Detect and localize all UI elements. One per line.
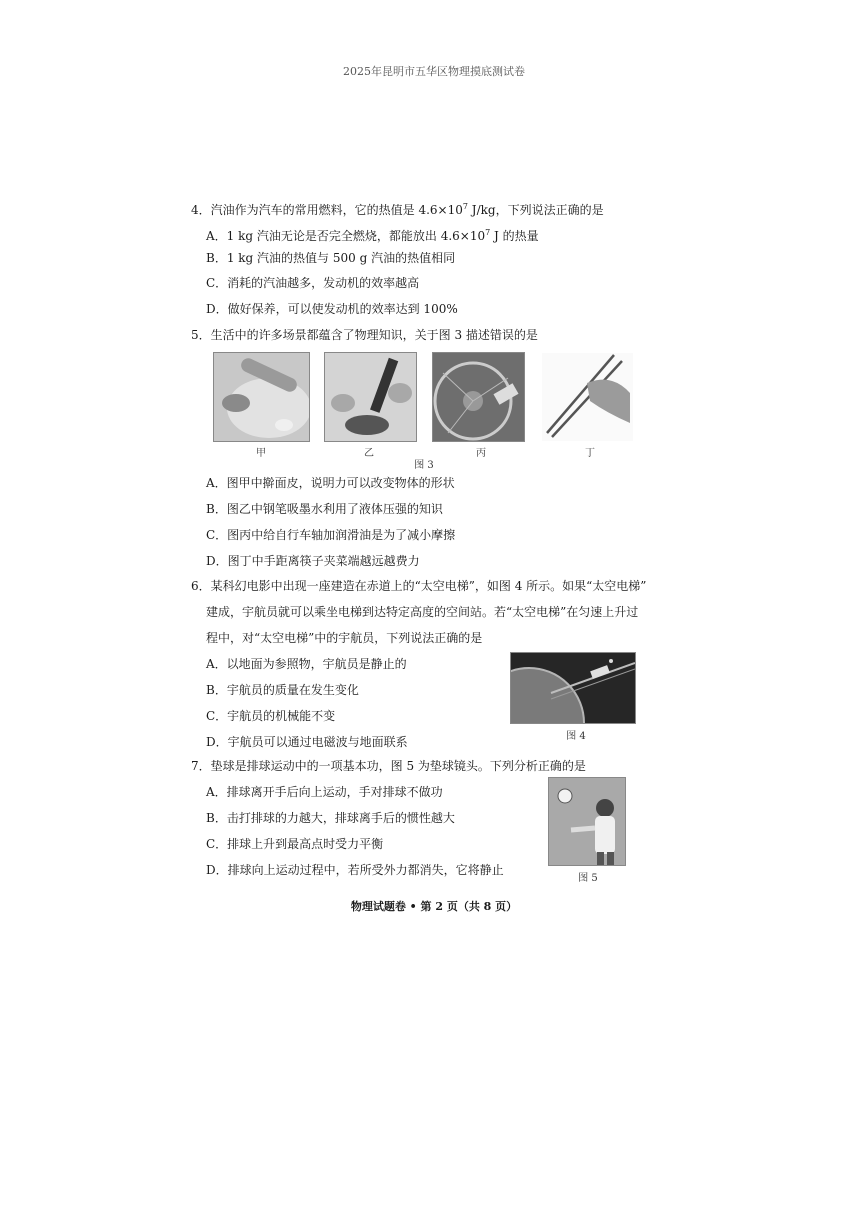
figure-3-label-bing: 丙 [476, 448, 486, 459]
q4-stem [191, 199, 604, 218]
q4-option-a-pre: A．1 kg 汽油无论是否完全燃烧，都能放出 4.6×10 [206, 229, 486, 243]
q6-option-d: D．宇航员可以通过电磁波与地面联系 [206, 735, 408, 749]
q6-stem-line-2: 建成，宇航员就可以乘坐电梯到达特定高度的空间站。若“太空电梯”在匀速上升过 [206, 605, 639, 619]
figure-5-caption: 图 5 [578, 873, 598, 884]
q5-option-c: C．图丙中给自行车轴加润滑油是为了减小摩擦 [206, 528, 456, 542]
figure-3-caption: 图 3 [414, 460, 434, 471]
chopsticks-image [542, 353, 633, 441]
q5-stem: 5．生活中的许多场景都蕴含了物理知识，关于图 3 描述错误的是 [191, 328, 538, 342]
q6-stem-line-3: 程中，对“太空电梯”中的宇航员，下列说法正确的是 [206, 631, 483, 645]
q4-option-b: B．1 kg 汽油的热值与 500 g 汽油的热值相同 [206, 251, 456, 265]
fountain-pen-image [325, 353, 416, 441]
q4-option-d: D．做好保养，可以使发动机的效率达到 100% [206, 302, 458, 316]
q7-option-a: A．排球离开手后向上运动，手对排球不做功 [206, 785, 443, 799]
q6-option-c: C．宇航员的机械能不变 [206, 709, 336, 723]
q6-option-a: A．以地面为参照物，宇航员是静止的 [206, 657, 407, 671]
q6-stem-line-1: 6．某科幻电影中出现一座建造在赤道上的“太空电梯”，如图 4 所示。如果“太空电梯” [191, 579, 647, 593]
bicycle-axle-image [433, 353, 524, 441]
figure-3-photo-bicycle-axle [432, 352, 525, 442]
figure-4-space-elevator-photo [510, 652, 636, 724]
q6-option-b: B．宇航员的质量在发生变化 [206, 683, 359, 697]
figure-5-volleyball-photo [548, 777, 626, 866]
q4-option-a-post: J 的热量 [490, 229, 539, 243]
q4-option-a-exponent: 7 [485, 228, 491, 237]
q7-option-d: D．排球向上运动过程中，若所受外力都消失，它将静止 [206, 863, 504, 877]
figure-3-photo-rolling-dough [213, 352, 310, 442]
page-footer: 物理试题卷 • 第 2 页（共 8 页） [350, 900, 518, 913]
q4-stem-pre: 4．汽油作为汽车的常用燃料，它的热值是 4.6×10 [191, 203, 463, 217]
figure-4-caption: 图 4 [566, 731, 586, 742]
q5-option-a: A．图甲中擀面皮，说明力可以改变物体的形状 [206, 476, 455, 490]
figure-3-label-jia: 甲 [256, 448, 266, 459]
q5-option-b: B．图乙中钢笔吸墨水利用了液体压强的知识 [206, 502, 443, 516]
volleyball-image [549, 778, 625, 865]
q4-stem-post: J/kg，下列说法正确的是 [467, 203, 604, 217]
q4-stem-exponent: 7 [462, 202, 468, 211]
q7-stem: 7．垫球是排球运动中的一项基本功，图 5 为垫球镜头。下列分析正确的是 [191, 759, 586, 773]
q7-option-c: C．排球上升到最高点时受力平衡 [206, 837, 384, 851]
space-elevator-image [511, 653, 635, 723]
page-header: 2025年昆明市五华区物理摸底测试卷 [343, 65, 525, 78]
figure-3-photo-chopsticks [541, 352, 634, 442]
figure-3-photo-fountain-pen [324, 352, 417, 442]
q4-option-a [206, 225, 539, 244]
q4-option-c: C．消耗的汽油越多，发动机的效率越高 [206, 276, 420, 290]
figure-3-label-ding: 丁 [585, 448, 595, 459]
figure-3-label-yi: 乙 [364, 448, 374, 459]
q7-option-b: B．击打排球的力越大，排球离手后的惯性越大 [206, 811, 455, 825]
q5-option-d: D．图丁中手距离筷子夹菜端越远越费力 [206, 554, 420, 568]
rolling-dough-image [214, 353, 309, 441]
